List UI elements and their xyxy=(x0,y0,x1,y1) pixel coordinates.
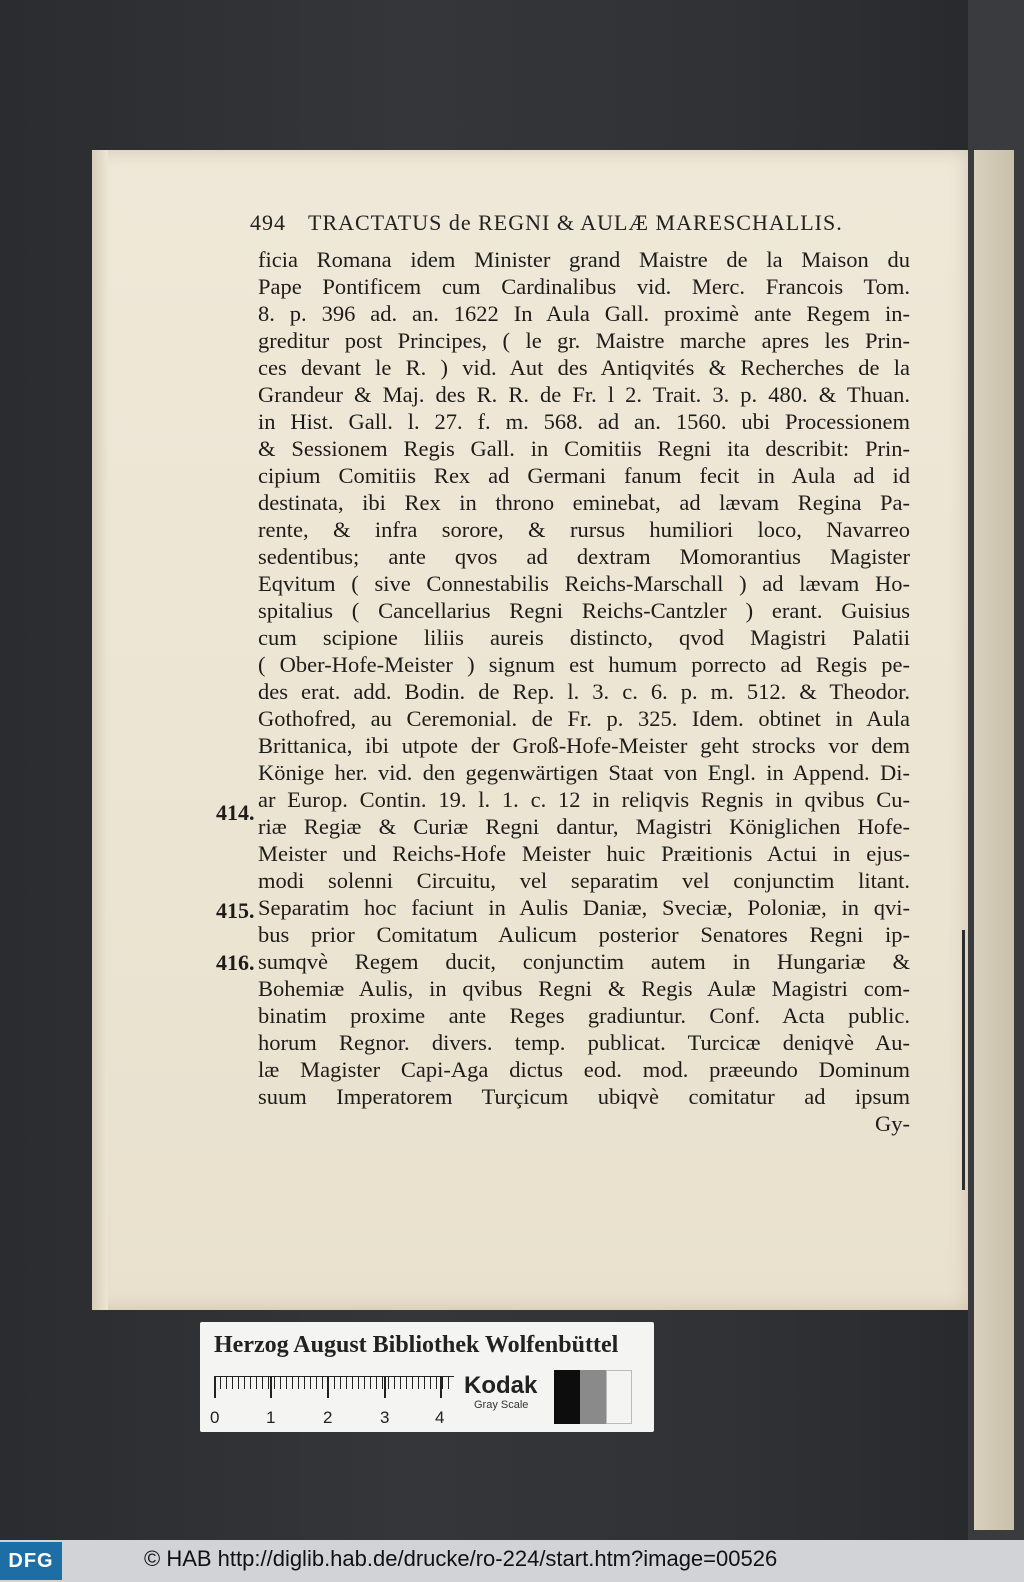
margin-number-416: 416. xyxy=(216,950,255,975)
text-line: & Sessionem Regis Gall. in Comitiis Regni ita describit: Prin- xyxy=(258,436,910,461)
color-calibration-card xyxy=(200,1322,654,1432)
text-line: Gothofred, au Ceremonial. de Fr. p. 325. Idem. obtinet in Aula xyxy=(258,706,910,731)
text-line: cipium Comitiis Rex ad Germani fanum fecit in Aula ad id xyxy=(258,463,910,488)
text-line: in Hist. Gall. l. 27. f. m. 568. ad an. 1560. ubi Processionem xyxy=(258,409,910,434)
text-line: Separatim hoc faciunt in Aulis Daniæ, Sveciæ, Poloniæ, in qvi- xyxy=(258,895,910,920)
adjacent-page-strip xyxy=(968,0,1024,1540)
ruler-label: 1 xyxy=(266,1408,276,1427)
gray-scale-label: Gray Scale xyxy=(474,1399,529,1411)
text-line: modi solenni Circuitu, vel separatim vel conjunctim litant. xyxy=(258,868,910,893)
text-line: suum Imperatorem Turçicum ubiqvè comitatur ad ipsum xyxy=(258,1084,910,1109)
text-line: destinata, ibi Rex in throno eminebat, ad lævam Regina Pa- xyxy=(258,490,910,515)
ruler-ticks xyxy=(214,1376,454,1399)
text-line: greditur post Principes, ( le gr. Maistre marche apres les Prin- xyxy=(258,328,910,353)
text-line: Pape Pontificem cum Cardinalibus vid. Merc. Francois Tom. xyxy=(258,274,910,299)
ruler-major-tick xyxy=(384,1376,386,1398)
margin-number-415: 415. xyxy=(216,898,255,923)
page-number: 494 xyxy=(250,210,286,235)
ruler-major-tick xyxy=(327,1376,329,1398)
text-line: bus prior Comitatum Aulicum posterior Senatores Regni ip- xyxy=(258,922,910,947)
ruler-major-tick xyxy=(270,1376,272,1398)
text-line: sumqvè Regem ducit, conjunctim autem in Hungariæ & xyxy=(258,949,910,974)
swatch-black xyxy=(554,1370,580,1424)
ruler-label: 3 xyxy=(380,1408,390,1427)
swatch-gray xyxy=(580,1370,606,1424)
catchword: Gy- xyxy=(875,1111,910,1136)
ruler-label: 2 xyxy=(323,1408,333,1427)
text-line: spitalius ( Cancellarius Regni Reichs-Cantzler ) erant. Guisius xyxy=(258,598,910,623)
text-line: ar Europ. Contin. 19. l. 1. c. 12 in reliqvis Regnis in qvibus Cu- xyxy=(258,787,910,812)
text-line: cum scipione liliis aureis distincto, qvod Magistri Palatii xyxy=(258,625,910,650)
text-line: des erat. add. Bodin. de Rep. l. 3. c. 6. p. m. 512. & Theodor. xyxy=(258,679,910,704)
text-line: sedentibus; ante qvos ad dextram Momorantius Magister xyxy=(258,544,910,569)
text-line: Meister und Reichs-Hofe Meister huic Præitionis Actui in ejus- xyxy=(258,841,910,866)
running-head xyxy=(250,210,843,236)
kodak-logo: Kodak xyxy=(464,1372,538,1399)
text-line: læ Magister Capi-Aga dictus eod. mod. præeundo Dominum xyxy=(258,1057,910,1082)
text-line: binatim proxime ante Reges gradiuntur. Conf. Acta public. xyxy=(258,1003,910,1028)
card-title: Herzog August Bibliothek Wolfenbüttel xyxy=(214,1332,619,1358)
text-line: rente, & infra sorore, & rursus humiliori loco, Navarreo xyxy=(258,517,910,542)
text-line: 8. p. 396 ad. an. 1622 In Aula Gall. proximè ante Regem in- xyxy=(258,301,910,326)
footer-bar xyxy=(0,1540,1024,1582)
margin-number-414: 414. xyxy=(216,800,255,825)
text-line: Eqvitum ( sive Connestabilis Reichs-Marschall ) ad lævam Ho- xyxy=(258,571,910,596)
body-text xyxy=(258,246,910,1137)
gutter-line xyxy=(962,930,965,1190)
text-line: Bohemiæ Aulis, in qvibus Regni & Regis Aulæ Magistri com- xyxy=(258,976,910,1001)
text-line: horum Regnor. divers. temp. publicat. Turcicæ deniqvè Au- xyxy=(258,1030,910,1055)
swatch-white xyxy=(606,1370,632,1424)
text-line: Grandeur & Maj. des R. R. de Fr. l 2. Trait. 3. p. 480. & Thuan. xyxy=(258,382,910,407)
text-line: ficia Romana idem Minister grand Maistre de la Maison du xyxy=(258,247,910,272)
running-title: TRACTATUS de REGNI & AULÆ MARESCHALLIS. xyxy=(308,210,843,235)
text-line: Könige her. vid. den gegenwärtigen Staat von Engl. in Append. Di- xyxy=(258,760,910,785)
text-line: Brittanica, ibi utpote der Groß-Hofe-Meister geht strocks vor dem xyxy=(258,733,910,758)
copyright-url[interactable]: © HAB http://diglib.hab.de/drucke/ro-224/start.htm?image=00526 xyxy=(144,1546,778,1571)
ruler-major-tick xyxy=(440,1376,442,1398)
text-line: ces devant le R. ) vid. Aut des Antiqvités & Recherches de la xyxy=(258,355,910,380)
adjacent-page-edge xyxy=(974,150,1014,1530)
ruler-label: 0 xyxy=(210,1408,220,1427)
dfg-logo: DFG xyxy=(0,1542,62,1580)
text-line: ( Ober-Hofe-Meister ) signum est humum porrecto ad Regis pe- xyxy=(258,652,910,677)
page-edge-shadow xyxy=(92,150,108,1310)
ruler-major-tick xyxy=(214,1376,216,1398)
measurement-ruler xyxy=(214,1376,454,1402)
text-line: riæ Regiæ & Curiæ Regni dantur, Magistri Königlichen Hofe- xyxy=(258,814,910,839)
ruler-label: 4 xyxy=(435,1408,445,1427)
